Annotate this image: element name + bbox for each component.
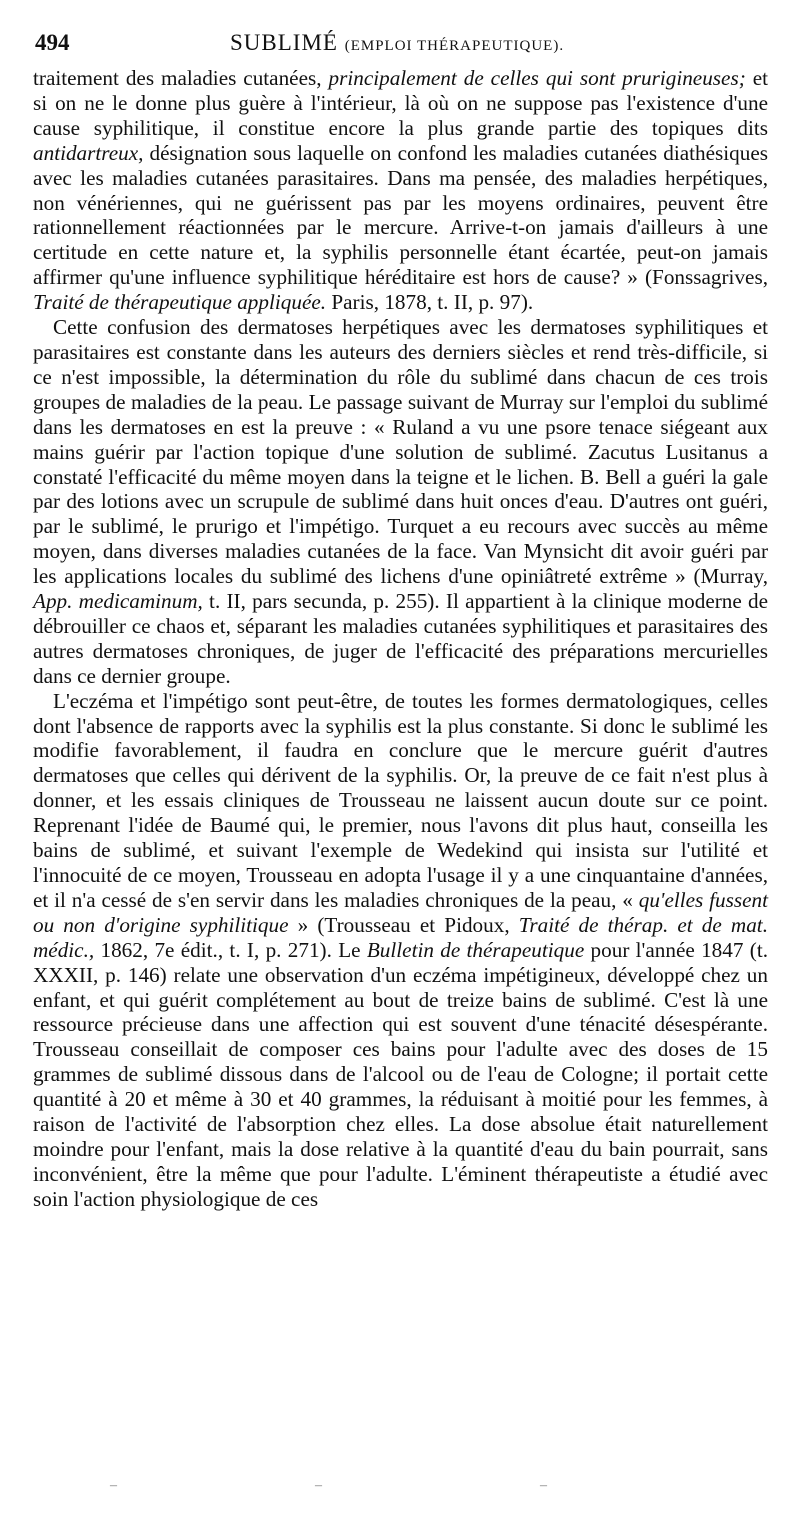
- italic-text-run: Traité de thérap. et de mat. médic.,: [33, 912, 768, 962]
- footer-mark: –: [110, 1478, 117, 1493]
- text-run: pour l'année 1847 (t. XXXII, p. 146) relate une observation d'un eczéma impétigineux, développé chez un enfant, et qui guérit complétement au bout de treize bains de sublimé. C'est là une ressource précieuse dans une affection qui est souvent d'une ténacité désespérante. Trousseau conseillait de composer ces bains pour l'adulte avec des doses de 15 grammes de sublimé dissous dans de l'alcool ou de l'eau de Cologne; il portait cette quantité à 20 et même à 30 et 40 grammes, la réduisant à moitié pour les femmes, à raison de l'activité de l'absorption chez elles. La dose absolue était naturellement moindre pour l'enfant, mais la dose relative à la quantité d'eau du bain pourrait, sans inconvénient, être la même que pour l'adulte. L'éminent thérapeutiste a étudié avec soin l'action physiologique de ces: [33, 937, 768, 1211]
- text-run: traitement des maladies cutanées,: [33, 66, 329, 90]
- italic-text-run: qu'elles fussent ou non d'origine syphilitique: [33, 887, 769, 937]
- text-run: Paris, 1878, t. II, p. 97).: [326, 290, 534, 315]
- text-run: désignation sous laquelle on confond les maladies cutanées diathésiques avec les maladies cutanées parasitaires. Dans ma pensée, des maladies herpétiques, non vénériennes, qui ne guérissent pas par les moyens ordinaires, peuvent être rationnellement réactionnées par le mercure. Arrive-t-on jamais d'ailleurs à une certitude en cette nature et, la syphilis personnelle étant écartée, peut-on jamais affirmer qu'une influence syphilitique héréditaire est hors de cause? » (Fonssagrives,: [33, 140, 768, 290]
- footer-mark: –: [315, 1478, 322, 1493]
- text-run: L'eczéma et l'impétigo sont peut-être, de toutes les formes dermatologiques, celles dont l'absence de rapports avec la syphilis est la plus constante. Si donc le sublimé les modifie favorablement, il faudra en conclure que le mercure guérit d'autres dermatoses que celles qui dérivent de la syphilis. Or, la preuve de ce fait n'est plus à donner, et les essais cliniques de Trousseau ne laissent aucun doute sur ce point. Reprenant l'idée de Baumé qui, le premier, nous l'avons dit plus haut, conseilla les bains de sublimé, et suivant l'exemple de Wedekind qui insista sur l'utilité et l'innocuité de ce moyen, Trousseau en adopta l'usage il y a une cinquantaine d'années, et il n'a cessé de s'en servir dans les maladies chroniques de la peau, «: [33, 688, 768, 912]
- text-run: Cette confusion des dermatoses herpétiques avec les dermatoses syphilitiques et parasitaires est constante dans les auteurs des derniers siècles et rend très-difficile, si ce n'est impossible, la détermination du rôle du sublimé dans chacun de ces trois groupes de maladies de la peau. Le passage suivant de Murray sur l'emploi du sublimé dans les dermatoses en est la preuve : « Ruland a vu une psore tenace siégeant aux mains guérir par l'action topique d'une solution de sublimé. Zacutus Lusitanus a constaté l'efficacité du même moyen dans la teigne et le lichen. B. Bell a guéri la gale par des lotions avec un scrupule de sublimé dans huit onces d'eau. D'autres ont guéri, par le sublimé, le prurigo et l'impétigo. Turquet a eu recours avec succès au même moyen, dans diverses maladies cutanées de la face. Van Mynsicht dit avoir guéri par les applications locales du sublimé des lichens d'une opiniâtreté extrême » (Murray,: [33, 315, 768, 589]
- italic-text-run: antidartreux,: [33, 140, 144, 165]
- running-title: [230, 30, 564, 56]
- text-run: t. II, pars secunda, p. 255). Il appartient à la clinique moderne de débrouiller ce chaos et, séparant les maladies cutanées syphilitiques et parasitaires des autres dermatoses chroniques, de juger de l'efficacité des préparations mercurielles dans ce dernier groupe.: [33, 589, 768, 688]
- text-run: » (Trousseau et Pidoux,: [288, 912, 519, 937]
- italic-text-run: principalement de celles qui sont prurigineuses;: [328, 66, 746, 90]
- page-number: 494: [35, 30, 70, 55]
- italic-text-run: Bulletin de thérapeutique: [366, 937, 585, 962]
- body-text: [33, 66, 768, 1212]
- italic-text-run: Traité de thérapeutique appliquée.: [33, 290, 327, 315]
- paragraph: [33, 66, 768, 315]
- running-title-sub: (EMPLOI THÉRAPEUTIQUE).: [344, 38, 565, 54]
- paragraph: [33, 689, 768, 1212]
- footer-mark: –: [540, 1478, 547, 1493]
- italic-text-run: App. medicaminum,: [33, 589, 203, 614]
- running-header: [35, 30, 770, 58]
- text-run: et si on ne le donne plus guère à l'intérieur, là où on ne suppose pas l'existence d'une cause syphilitique, il constitue encore la plus grande partie des topiques dits: [33, 66, 769, 140]
- text-run: 1862, 7e édit., t. I, p. 271). Le: [94, 937, 367, 962]
- running-title-main: SUBLIMÉ: [230, 30, 338, 55]
- paragraph: [33, 315, 768, 689]
